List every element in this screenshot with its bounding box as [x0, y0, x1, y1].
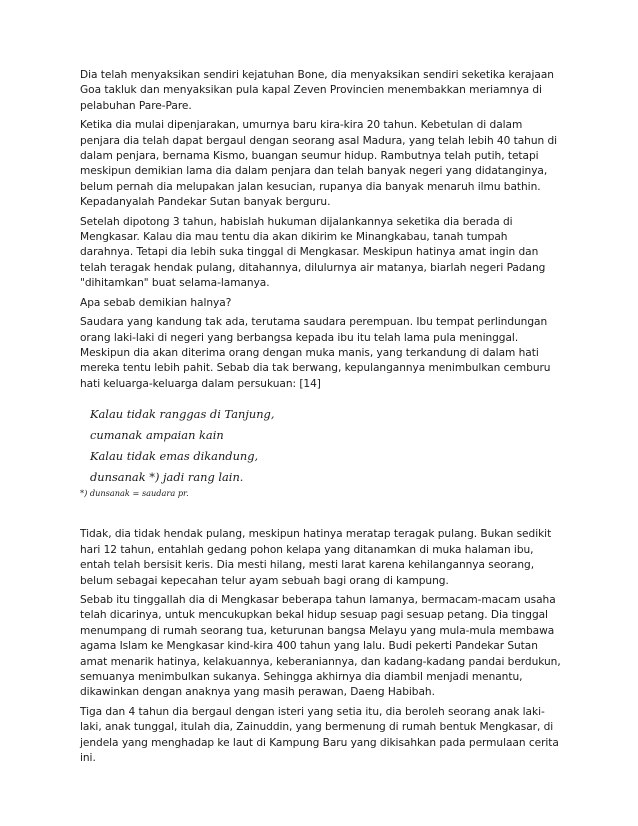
- paragraph: Saudara yang kandung tak ada, terutama saudara perempuan. Ibu tempat perlindungan orang laki-laki di negeri yang berbangsa kepada ibu itu telah lama pula meninggal. Meskipun dia akan diterima orang dengan muka manis, yang terkandung di dalam hati mereka tentu lebih pahit. Sebab dia tak berwang, kepulangannya menimbulkan cemburu hati keluarga-keluarga dalam persukuan: [14]: [80, 316, 551, 390]
- document-page: [80, 68, 562, 770]
- poem-line: cumanak ampaian kain: [90, 427, 224, 442]
- poem-stanza: [90, 404, 562, 487]
- paragraph: Ketika dia mulai dipenjarakan, umurnya baru kira-kira 20 tahun. Kebetulan di dalam penjara dia telah dapat bergaul dengan seorang asal Madura, yang telah lebih 40 tahun di dalam penjara, bernama Kismo, buangan seumur hidup. Rambutnya telah putih, tetapi meskipun demikian lama dia dalam penjara dan telah banyak negeri yang didatanginya, belum pernah dia melupakan jalan kesucian, rupanya dia banyak menaruh ilmu bathin. Kepadanyalah Pandekar Sutan banyak berguru.: [80, 119, 558, 209]
- paragraph: Dia telah menyaksikan sendiri kejatuhan Bone, dia menyaksikan sendiri seketika kerajaan Goa takluk dan menyaksikan pula kapal Zeven Provincien menembakkan meriamnya di pelabuhan Pare-Pare.: [80, 69, 554, 112]
- paragraph: Setelah dipotong 3 tahun, habislah hukuman dijalankannya seketika dia berada di Mengkasar. Kalau dia mau tentu dia akan dikirim ke Minangkabau, tanah tumpah darahnya. Tetapi dia lebih suka tinggal di Mengkasar. Meskipun hatinya amat ingin dan telah teragak hendak pulang, ditahannya, dilulurnya air matanya, biarlah negeri Padang "dihitamkan" buat selama-lamanya.: [80, 215, 546, 290]
- poem-line: Kalau tidak emas dikandung,: [90, 448, 259, 463]
- poem-line: Kalau tidak ranggas di Tanjung,: [90, 407, 275, 422]
- paragraph: Sebab itu tinggallah dia di Mengkasar beberapa tahun lamanya, bermacam-macam usaha telah dicarinya, untuk mencukupkan bekal hidup sesuap pagi sesuap petang. Dia tinggal menumpang di rumah seorang tua, keturunan bangsa Melayu yang mula-mula membawa agama Islam ke Mengkasar kind-kira 400 tahun yang lalu. Budi pekerti Pandekar Sutan amat menarik hatinya, kelakuannya, keberaniannya, dan kadang-kadang pandai berdukun, semuanya menimbulkan sukanya. Sehingga akhirnya dia diambil menjadi menantu, dikawinkan dengan anaknya yang masih perawan, Daeng Habibah.: [80, 593, 561, 699]
- paragraph: Apa sebab demikian halnya?: [80, 296, 232, 309]
- poem-line: dunsanak *) jadi rang lain.: [90, 469, 244, 484]
- footnote: *) dunsanak = saudara pr.: [80, 488, 189, 499]
- paragraph: Tiga dan 4 tahun dia bergaul dengan isteri yang setia itu, dia beroleh seorang anak laki-laki, anak tunggal, itulah dia, Zainuddin, yang bermenung di rumah bentuk Mengkasar, di jendela yang menghadap ke laut di Kampung Baru yang dikisahkan pada permulaan cerita ini.: [80, 705, 559, 764]
- paragraph: Tidak, dia tidak hendak pulang, meskipun hatinya meratap teragak pulang. Bukan sedikit hari 12 tahun, entahlah gedang pohon kelapa yang ditanamkan di muka halaman ibu, entah telah bersisit keris. Dia mesti hilang, mesti larat karena kehilangannya seorang, belum sebagai kepecahan telur ayam sebuah bagi orang di kampung.: [80, 528, 552, 587]
